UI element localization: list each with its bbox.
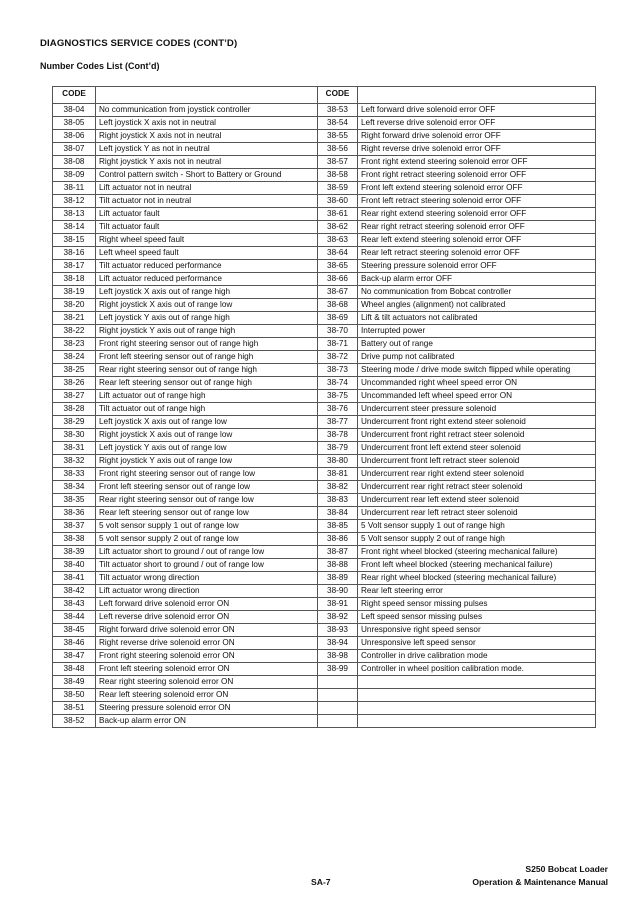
code-cell: 38-23	[53, 338, 96, 351]
code-cell: 38-63	[318, 234, 358, 247]
codes-table	[52, 86, 596, 728]
description-cell: Undercurrent front left extend steer solenoid	[358, 442, 596, 455]
code-cell: 38-54	[318, 117, 358, 130]
code-cell: 38-94	[318, 637, 358, 650]
description-cell: Front left steering solenoid error ON	[96, 663, 318, 676]
description-cell: Left speed sensor missing pulses	[358, 611, 596, 624]
description-cell: Rear right steering sensor out of range high	[96, 364, 318, 377]
description-cell: Right joystick Y axis out of range high	[96, 325, 318, 338]
code-cell: 38-86	[318, 533, 358, 546]
description-cell: 5 volt sensor supply 1 out of range low	[96, 520, 318, 533]
description-cell: Left joystick X axis out of range high	[96, 286, 318, 299]
table-row	[53, 533, 596, 546]
code-cell: 38-50	[53, 689, 96, 702]
code-cell: 38-06	[53, 130, 96, 143]
table-row	[53, 650, 596, 663]
code-cell: 38-19	[53, 286, 96, 299]
table-row	[53, 676, 596, 689]
description-cell: Undercurrent rear left extend steer solenoid	[358, 494, 596, 507]
description-cell: Tilt actuator fault	[96, 221, 318, 234]
table-row	[53, 403, 596, 416]
code-cell: 38-73	[318, 364, 358, 377]
code-cell: 38-85	[318, 520, 358, 533]
table-row	[53, 585, 596, 598]
code-cell: 38-80	[318, 455, 358, 468]
code-cell: 38-29	[53, 416, 96, 429]
page-title: DIAGNOSTICS SERVICE CODES (CONT’D)	[40, 38, 238, 49]
code-cell: 38-31	[53, 442, 96, 455]
table-row	[53, 221, 596, 234]
footer-manual-title: Operation & Maintenance Manual	[472, 877, 608, 887]
code-cell: 38-67	[318, 286, 358, 299]
code-cell: 38-14	[53, 221, 96, 234]
description-cell: Left joystick Y axis out of range low	[96, 442, 318, 455]
description-cell: Rear left steering sensor out of range low	[96, 507, 318, 520]
code-cell: 38-15	[53, 234, 96, 247]
description-cell: Right reverse drive solenoid error OFF	[358, 143, 596, 156]
code-cell: 38-91	[318, 598, 358, 611]
description-cell: Undercurrent rear left retract steer solenoid	[358, 507, 596, 520]
description-cell: Rear left steering sensor out of range high	[96, 377, 318, 390]
code-cell: 38-34	[53, 481, 96, 494]
description-cell: Undercurrent rear right retract steer solenoid	[358, 481, 596, 494]
description-cell: Front right retract steering solenoid error OFF	[358, 169, 596, 182]
code-cell: 38-51	[53, 702, 96, 715]
description-cell	[358, 676, 596, 689]
code-cell: 38-30	[53, 429, 96, 442]
table-row	[53, 611, 596, 624]
description-cell: Left forward drive solenoid error OFF	[358, 104, 596, 117]
column-header-description-1	[96, 87, 318, 104]
description-cell: Left forward drive solenoid error ON	[96, 598, 318, 611]
code-cell: 38-41	[53, 572, 96, 585]
footer-page-number: SA-7	[311, 877, 331, 887]
description-cell: Rear right wheel blocked (steering mechanical failure)	[358, 572, 596, 585]
code-cell: 38-70	[318, 325, 358, 338]
description-cell: Drive pump not calibrated	[358, 351, 596, 364]
table-row	[53, 273, 596, 286]
code-cell: 38-78	[318, 429, 358, 442]
column-header-code-1: CODE	[53, 87, 96, 104]
description-cell	[358, 689, 596, 702]
section-subtitle: Number Codes List (Cont’d)	[40, 61, 160, 71]
description-cell: Control pattern switch - Short to Battery or Ground	[96, 169, 318, 182]
table-row	[53, 299, 596, 312]
code-cell: 38-56	[318, 143, 358, 156]
description-cell: Lift actuator fault	[96, 208, 318, 221]
code-cell: 38-42	[53, 585, 96, 598]
description-cell: Rear left retract steering solenoid error OFF	[358, 247, 596, 260]
table-body	[53, 104, 596, 728]
code-cell: 38-27	[53, 390, 96, 403]
description-cell: Tilt actuator short to ground / out of range low	[96, 559, 318, 572]
table-row	[53, 182, 596, 195]
table-row	[53, 481, 596, 494]
description-cell: Controller in drive calibration mode	[358, 650, 596, 663]
description-cell: No communication from Bobcat controller	[358, 286, 596, 299]
code-cell: 38-93	[318, 624, 358, 637]
table-row	[53, 416, 596, 429]
code-cell: 38-65	[318, 260, 358, 273]
code-cell: 38-21	[53, 312, 96, 325]
code-cell: 38-79	[318, 442, 358, 455]
footer-model: S250 Bobcat Loader	[525, 864, 608, 874]
table-row	[53, 143, 596, 156]
table-row	[53, 338, 596, 351]
table-row	[53, 546, 596, 559]
description-cell: Right joystick X axis out of range low	[96, 299, 318, 312]
code-cell: 38-36	[53, 507, 96, 520]
code-cell: 38-59	[318, 182, 358, 195]
description-cell: Left joystick Y as not in neutral	[96, 143, 318, 156]
code-cell: 38-45	[53, 624, 96, 637]
description-cell: Right reverse drive solenoid error ON	[96, 637, 318, 650]
table-row	[53, 689, 596, 702]
description-cell: Back-up alarm error OFF	[358, 273, 596, 286]
description-cell: 5 Volt sensor supply 2 out of range high	[358, 533, 596, 546]
code-cell: 38-92	[318, 611, 358, 624]
description-cell: Right speed sensor missing pulses	[358, 598, 596, 611]
code-cell: 38-13	[53, 208, 96, 221]
description-cell: Rear right steering sensor out of range low	[96, 494, 318, 507]
description-cell	[358, 702, 596, 715]
table-row	[53, 351, 596, 364]
code-cell: 38-47	[53, 650, 96, 663]
table-row	[53, 325, 596, 338]
description-cell: Right forward drive solenoid error ON	[96, 624, 318, 637]
code-cell: 38-88	[318, 559, 358, 572]
table-row	[53, 364, 596, 377]
table-row	[53, 286, 596, 299]
code-cell: 38-04	[53, 104, 96, 117]
code-cell: 38-69	[318, 312, 358, 325]
code-cell: 38-76	[318, 403, 358, 416]
description-cell: Undercurrent front right retract steer solenoid	[358, 429, 596, 442]
description-cell: Front right wheel blocked (steering mechanical failure)	[358, 546, 596, 559]
code-cell: 38-74	[318, 377, 358, 390]
code-cell: 38-90	[318, 585, 358, 598]
code-cell: 38-46	[53, 637, 96, 650]
description-cell: Unresponsive right speed sensor	[358, 624, 596, 637]
code-cell	[318, 702, 358, 715]
code-cell: 38-55	[318, 130, 358, 143]
code-cell: 38-26	[53, 377, 96, 390]
table-row	[53, 390, 596, 403]
code-cell: 38-12	[53, 195, 96, 208]
code-cell: 38-66	[318, 273, 358, 286]
table-row	[53, 117, 596, 130]
description-cell: Left reverse drive solenoid error OFF	[358, 117, 596, 130]
description-cell: Front left retract steering solenoid error OFF	[358, 195, 596, 208]
code-cell: 38-43	[53, 598, 96, 611]
code-cell: 38-83	[318, 494, 358, 507]
code-cell: 38-75	[318, 390, 358, 403]
description-cell: 5 volt sensor supply 2 out of range low	[96, 533, 318, 546]
table-row	[53, 195, 596, 208]
table-row	[53, 494, 596, 507]
description-cell: Front left wheel blocked (steering mechanical failure)	[358, 559, 596, 572]
description-cell: Rear left steering error	[358, 585, 596, 598]
description-cell: Right joystick X axis not in neutral	[96, 130, 318, 143]
code-cell: 38-89	[318, 572, 358, 585]
code-cell: 38-60	[318, 195, 358, 208]
description-cell: Rear right retract steering solenoid error OFF	[358, 221, 596, 234]
table-row	[53, 377, 596, 390]
description-cell: Lift & tilt actuators not calibrated	[358, 312, 596, 325]
description-cell: Left joystick X axis out of range low	[96, 416, 318, 429]
description-cell: Steering pressure solenoid error ON	[96, 702, 318, 715]
description-cell: Undercurrent front right extend steer solenoid	[358, 416, 596, 429]
description-cell: Rear left steering solenoid error ON	[96, 689, 318, 702]
description-cell: Front right steering sensor out of range high	[96, 338, 318, 351]
code-cell: 38-40	[53, 559, 96, 572]
description-cell: Rear left extend steering solenoid error OFF	[358, 234, 596, 247]
table-row	[53, 637, 596, 650]
table-row	[53, 559, 596, 572]
code-cell: 38-35	[53, 494, 96, 507]
code-cell: 38-62	[318, 221, 358, 234]
code-cell: 38-33	[53, 468, 96, 481]
description-cell: Lift actuator not in neutral	[96, 182, 318, 195]
code-cell: 38-09	[53, 169, 96, 182]
code-cell: 38-28	[53, 403, 96, 416]
description-cell: Undercurrent rear right extend steer solenoid	[358, 468, 596, 481]
description-cell: Tilt actuator not in neutral	[96, 195, 318, 208]
code-cell: 38-82	[318, 481, 358, 494]
description-cell: Left wheel speed fault	[96, 247, 318, 260]
description-cell: Right joystick X axis out of range low	[96, 429, 318, 442]
table-row	[53, 429, 596, 442]
table-row	[53, 507, 596, 520]
description-cell: Right forward drive solenoid error OFF	[358, 130, 596, 143]
description-cell: Uncommanded left wheel speed error ON	[358, 390, 596, 403]
description-cell: Back-up alarm error ON	[96, 715, 318, 728]
code-cell: 38-71	[318, 338, 358, 351]
description-cell: Tilt actuator out of range high	[96, 403, 318, 416]
code-cell: 38-32	[53, 455, 96, 468]
table-row	[53, 442, 596, 455]
code-cell: 38-25	[53, 364, 96, 377]
table-row	[53, 169, 596, 182]
code-cell: 38-61	[318, 208, 358, 221]
code-cell: 38-57	[318, 156, 358, 169]
description-cell: Lift actuator wrong direction	[96, 585, 318, 598]
description-cell: Lift actuator reduced performance	[96, 273, 318, 286]
code-cell: 38-08	[53, 156, 96, 169]
table-row	[53, 663, 596, 676]
description-cell: Rear right extend steering solenoid error OFF	[358, 208, 596, 221]
code-cell: 38-77	[318, 416, 358, 429]
table-row	[53, 260, 596, 273]
description-cell: Interrupted power	[358, 325, 596, 338]
table-row	[53, 312, 596, 325]
code-cell: 38-49	[53, 676, 96, 689]
code-cell: 38-68	[318, 299, 358, 312]
column-header-code-2: CODE	[318, 87, 358, 104]
description-cell: Front left steering sensor out of range high	[96, 351, 318, 364]
description-cell: No communication from joystick controller	[96, 104, 318, 117]
table-header-row	[53, 87, 596, 104]
description-cell: Uncommanded right wheel speed error ON	[358, 377, 596, 390]
code-cell: 38-52	[53, 715, 96, 728]
description-cell: Rear right steering solenoid error ON	[96, 676, 318, 689]
table-row	[53, 247, 596, 260]
description-cell: Front right extend steering solenoid error OFF	[358, 156, 596, 169]
code-cell: 38-44	[53, 611, 96, 624]
code-cell: 38-37	[53, 520, 96, 533]
code-cell: 38-16	[53, 247, 96, 260]
code-cell: 38-24	[53, 351, 96, 364]
code-cell	[318, 676, 358, 689]
code-cell	[318, 689, 358, 702]
table-row	[53, 468, 596, 481]
description-cell: Battery out of range	[358, 338, 596, 351]
description-cell: Tilt actuator reduced performance	[96, 260, 318, 273]
description-cell: Front right steering solenoid error ON	[96, 650, 318, 663]
table-row	[53, 624, 596, 637]
code-cell: 38-17	[53, 260, 96, 273]
code-cell	[318, 715, 358, 728]
code-cell: 38-11	[53, 182, 96, 195]
table-row	[53, 208, 596, 221]
table-row	[53, 598, 596, 611]
description-cell: 5 Volt sensor supply 1 out of range high	[358, 520, 596, 533]
table-row	[53, 715, 596, 728]
description-cell: Left joystick Y axis out of range high	[96, 312, 318, 325]
code-cell: 38-07	[53, 143, 96, 156]
table-row	[53, 455, 596, 468]
code-cell: 38-72	[318, 351, 358, 364]
description-cell: Front left extend steering solenoid error OFF	[358, 182, 596, 195]
description-cell: Steering pressure solenoid error OFF	[358, 260, 596, 273]
code-cell: 38-48	[53, 663, 96, 676]
description-cell: Right joystick Y axis out of range low	[96, 455, 318, 468]
table-row	[53, 520, 596, 533]
table-row	[53, 104, 596, 117]
description-cell: Wheel angles (alignment) not calibrated	[358, 299, 596, 312]
code-cell: 38-81	[318, 468, 358, 481]
code-cell: 38-58	[318, 169, 358, 182]
description-cell: Steering mode / drive mode switch flipped while operating	[358, 364, 596, 377]
table-row	[53, 130, 596, 143]
code-cell: 38-98	[318, 650, 358, 663]
code-cell: 38-20	[53, 299, 96, 312]
description-cell: Front right steering sensor out of range low	[96, 468, 318, 481]
table-row	[53, 156, 596, 169]
code-cell: 38-64	[318, 247, 358, 260]
description-cell: Right wheel speed fault	[96, 234, 318, 247]
table-row	[53, 702, 596, 715]
description-cell: Undercurrent front left retract steer solenoid	[358, 455, 596, 468]
code-cell: 38-39	[53, 546, 96, 559]
code-cell: 38-38	[53, 533, 96, 546]
code-cell: 38-99	[318, 663, 358, 676]
description-cell: Tilt actuator wrong direction	[96, 572, 318, 585]
description-cell: Lift actuator short to ground / out of range low	[96, 546, 318, 559]
table-row	[53, 572, 596, 585]
description-cell: Undercurrent steer pressure solenoid	[358, 403, 596, 416]
description-cell: Left joystick X axis not in neutral	[96, 117, 318, 130]
description-cell: Front left steering sensor out of range low	[96, 481, 318, 494]
description-cell	[358, 715, 596, 728]
code-cell: 38-22	[53, 325, 96, 338]
description-cell: Right joystick Y axis not in neutral	[96, 156, 318, 169]
code-cell: 38-18	[53, 273, 96, 286]
description-cell: Left reverse drive solenoid error ON	[96, 611, 318, 624]
code-cell: 38-53	[318, 104, 358, 117]
code-cell: 38-84	[318, 507, 358, 520]
description-cell: Lift actuator out of range high	[96, 390, 318, 403]
code-cell: 38-05	[53, 117, 96, 130]
code-cell: 38-87	[318, 546, 358, 559]
description-cell: Controller in wheel position calibration mode.	[358, 663, 596, 676]
column-header-description-2	[358, 87, 596, 104]
description-cell: Unresponsive left speed sensor	[358, 637, 596, 650]
table-row	[53, 234, 596, 247]
